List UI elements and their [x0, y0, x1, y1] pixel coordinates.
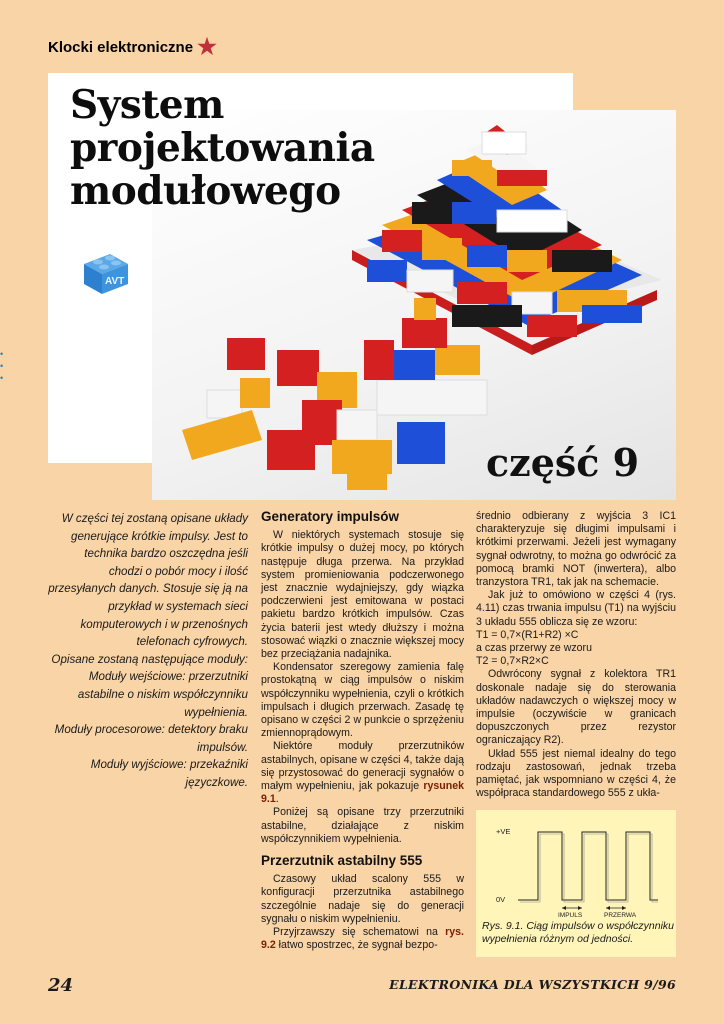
formula: T1 = 0,7×(R1+R2) ×C	[476, 628, 579, 641]
body-paragraph	[261, 926, 464, 952]
body-text: Niektóre moduły przerzutników astabilnych, opisane w części 4, także dają się przystosować do generacji sygnałów o małym wypełnieniu, jak pokazuje	[261, 740, 464, 793]
vplus-label: +VE	[496, 827, 511, 836]
figure-reference: rysunek 9.1	[261, 780, 464, 806]
impuls-arrowhead	[562, 906, 566, 910]
intro-paragraph: W części tej zostaną opisane układy generujące krótkie impulsy. Jest to technika bardzo oszczędna jeśli chodzi o pobór mocy i ilość przesyłanych danych. Stosuje się ją na przykład w systemach sieci komputerowych i w przenośnych telefonach cyfrowych.	[48, 512, 248, 649]
part-number: część 9	[486, 440, 640, 485]
series-label: Klocki elektroniczne	[48, 38, 194, 56]
body-text: Przyjrzawszy się schematowi na	[273, 926, 446, 939]
title-line: modułowego	[70, 168, 341, 214]
zero-label: 0V	[496, 895, 506, 904]
przerwa-label: PRZERWA	[604, 912, 637, 919]
impuls-arrowhead	[578, 906, 582, 910]
section-heading: Przerzutnik astabilny 555	[261, 853, 423, 869]
article-title	[70, 84, 375, 213]
przerwa-arrowhead	[622, 906, 626, 910]
body-paragraph: średnio odbierany z wyjścia 3 IC1 charakteryzuje się długimi impulsami i krótkimi przerwami. Jeżeli jest wymagany sygnał odwrotny, to można go odwrócić za pomocą bramki NOT (inwertera), albo tranzystora TR1, tak jak na schemacie.	[476, 510, 676, 589]
magazine-footer: ELEKTRONIKA DLA WSZYSTKICH 9/96	[389, 977, 676, 992]
body-text: łatwo spostrzec, że sygnał bezpo-	[275, 939, 438, 952]
pulse-waveform	[518, 832, 658, 900]
pulse-waveform-shadow	[520, 834, 658, 902]
title-line: projektowania	[70, 125, 375, 171]
page-number: 24	[48, 975, 74, 996]
formula: T2 = 0,7×R2×C	[476, 655, 549, 668]
pulse-waveform-diagram	[476, 810, 676, 920]
intro-column	[48, 510, 248, 792]
body-paragraph: Czasowy układ scalony 555 w konfiguracji przerzutnika astabilnego szczególnie nadaje się do generacji sygnału o niskim wypełnieniu.	[261, 873, 464, 925]
intro-paragraph: Moduły wyjściowe: przekaźniki języczkowe.	[90, 758, 248, 789]
side-registration-marks: • • •	[0, 349, 4, 383]
body-text: a czas przerwy ze wzoru	[476, 642, 592, 655]
body-paragraph	[261, 740, 464, 806]
intro-paragraph: Opisane zostaną następujące moduły:	[51, 652, 248, 666]
avt-logo	[80, 250, 130, 301]
body-paragraph: Kondensator szeregowy zamienia falę prostokątną w ciąg impulsów o niskim współczynniku wypełnienia, czyli o krótkich impulsach i długich przerwach. Zasadę tę opisano w części 2 w punkcie o sprzężeniu zmiennoprądowym.	[261, 661, 464, 740]
title-line: System	[70, 82, 224, 128]
body-column-right	[476, 510, 676, 800]
body-paragraph: W niektórych systemach stosuje się krótkie impulsy o dużej mocy, po których następuje długa przerwa. Na przykład system promieniowania podczerwonego jest znacznie wydajniejszy, gdy wiązka podczerwieni jest emitowana w postaci pakietu bardzo krótkich impulsów. Czas życia baterii jest wtedy dłuższy i można stosować wiązki o znacznie większej mocy bez przeciążania nadajnika.	[261, 529, 464, 661]
body-paragraph: Jak już to omówiono w części 4 (rys. 4.11) czas trwania impulsu (T1) na wyjściu 3 układu 555 oblicza się ze wzoru:	[476, 589, 676, 628]
body-paragraph: Poniżej są opisane trzy przerzutniki astabilne, działające z niskim współczynnikiem wypełnienia.	[261, 806, 464, 845]
series-title	[48, 36, 217, 58]
intro-paragraph: Moduły wejściowe: przerzutniki astabilne o niskim współczynniku wypełnienia.	[77, 670, 248, 719]
section-heading: Generatory impulsów	[261, 509, 400, 524]
figure-reference: rys. 9.2	[261, 926, 464, 952]
body-paragraph: Odwrócony sygnał z kolektora TR1 doskonale nadaje się do sterowania układów nadawczych o większej mocy w impulsie (oczywiście w granicach dopuszczonych przez rezystor ograniczający R2).	[476, 668, 676, 747]
body-text: .	[275, 793, 279, 806]
body-column-middle	[261, 510, 464, 953]
impuls-label: IMPULS	[558, 912, 583, 919]
avt-logo-text: AVT	[105, 276, 125, 287]
przerwa-arrowhead	[606, 906, 610, 910]
body-paragraph: Układ 555 jest niemal idealny do tego rodzaju zastosowań, jednak trzeba pamiętać, jak wspomniano w części 4, że współpraca standardowego 555 z ukła-	[476, 747, 676, 800]
figure-caption: Rys. 9.1. Ciąg impulsów o współczynniku wypełnienia różnym od jedności.	[482, 920, 674, 945]
intro-paragraph: Moduły procesorowe: detektory braku impulsów.	[54, 723, 248, 754]
pyramid	[352, 125, 662, 355]
star-icon: ★	[197, 34, 217, 59]
